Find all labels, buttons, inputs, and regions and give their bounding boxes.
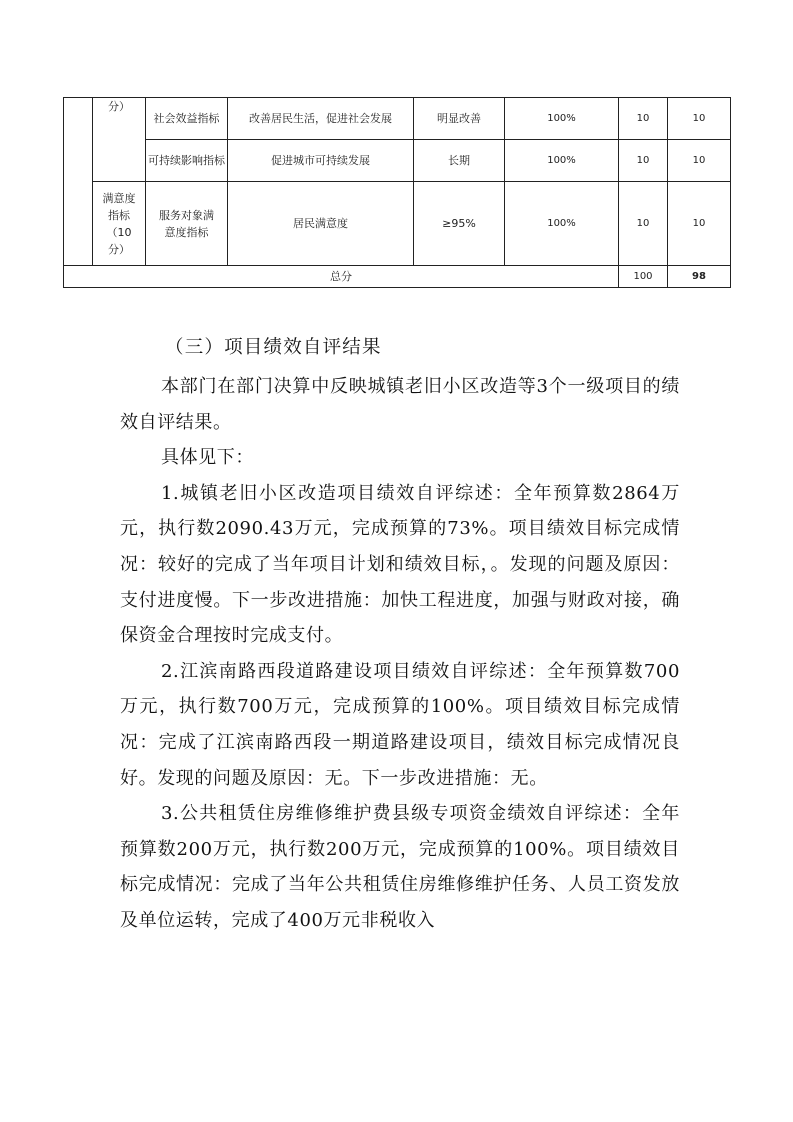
table-row — [64, 182, 731, 266]
total-weight: 100 — [619, 266, 668, 288]
indicator-cell: 改善居民生活，促进社会发展 — [228, 98, 414, 140]
section-heading: （三）项目绩效自评结果 — [165, 337, 382, 358]
weight-cell: 10 — [619, 140, 668, 182]
weight-cell: 10 — [619, 98, 668, 140]
subcategory-cell: 服务对象满意度指标 — [146, 182, 228, 266]
score-cell: 10 — [668, 98, 731, 140]
indicator-cell: 促进城市可持续发展 — [228, 140, 414, 182]
category-cell: 满意度指标（10分） — [93, 182, 146, 266]
table-row — [64, 98, 731, 140]
score-cell: 10 — [668, 182, 731, 266]
paragraph: 具体见下： — [161, 447, 254, 469]
total-score: 98 — [668, 266, 731, 288]
category-cell: 分） — [93, 98, 146, 182]
indicator-cell: 居民满意度 — [228, 182, 414, 266]
table-cell-blank — [64, 98, 93, 266]
target-cell: 明显改善 — [414, 98, 505, 140]
actual-cell: 100% — [505, 140, 619, 182]
paragraph: 1.城镇老旧小区改造项目绩效自评综述：全年预算数2864万元，执行数2090.43万元，完成预算的73%。项目绩效目标完成情况：较好的完成了当年项目计划和绩效目标，。发现的问题及原因：支付进度慢。下一步改进措施：加快工程进度，加强与财政对接，确保资金合理按时完成支付。 — [120, 482, 680, 647]
target-cell: ≥95% — [414, 182, 505, 266]
paragraph: 3.公共租赁住房维修维护费县级专项资金绩效自评综述：全年预算数200万元，执行数200万元，完成预算的100%。项目绩效目标完成情况：完成了当年公共租赁住房维修维护任务、人员工资发放及单位运转，完成了400万元非税收入 — [120, 803, 680, 931]
score-cell: 10 — [668, 140, 731, 182]
subcategory-cell: 社会效益指标 — [146, 98, 228, 140]
section-body — [120, 369, 680, 939]
subcategory-cell: 可持续影响指标 — [146, 140, 228, 182]
actual-cell: 100% — [505, 98, 619, 140]
performance-table — [63, 97, 731, 288]
paragraph: 2.江滨南路西段道路建设项目绩效自评综述：全年预算数700万元，执行数700万元，完成预算的100%。项目绩效目标完成情况：完成了江滨南路西段一期道路建设项目，绩效目标完成情况良好。发现的问题及原因：无。下一步改进措施：无。 — [120, 660, 680, 789]
weight-cell: 10 — [619, 182, 668, 266]
table-row — [64, 140, 731, 182]
total-row — [64, 266, 731, 288]
total-label: 总分 — [64, 266, 619, 288]
target-cell: 长期 — [414, 140, 505, 182]
paragraph: 本部门在部门决算中反映城镇老旧小区改造等3个一级项目的绩效自评结果。 — [120, 376, 680, 433]
actual-cell: 100% — [505, 182, 619, 266]
